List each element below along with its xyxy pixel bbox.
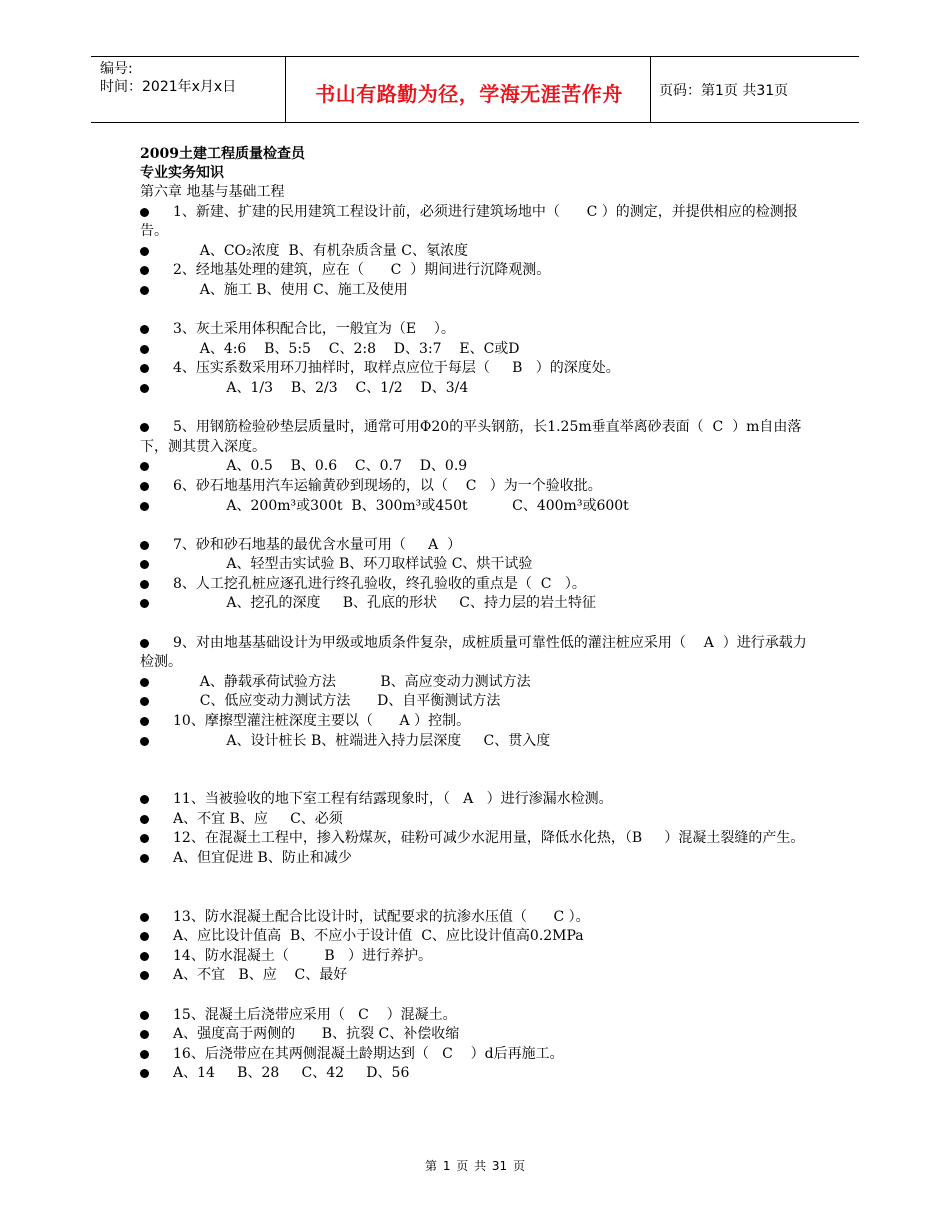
bullet-icon <box>140 580 149 589</box>
header-top-rule <box>91 56 859 57</box>
list-item-text: A、轻型击实试验 B、环刀取样试验 C、烘干试验 <box>173 556 533 573</box>
list-item <box>140 575 812 595</box>
blank-line <box>140 301 812 321</box>
blank-line <box>140 751 812 790</box>
list-item-text: 4、压实系数采用环刀抽样时，取样点应位于每层（ B ）的深度处。 <box>173 360 620 377</box>
list-item <box>140 908 812 928</box>
list-item <box>140 242 812 262</box>
list-item-text: 10、摩擦型灌注桩深度主要以（ A ）控制。 <box>173 713 471 730</box>
document-time: 时间：2021年x月x日 <box>100 79 237 95</box>
blank-line <box>140 399 812 419</box>
list-item <box>140 1006 812 1026</box>
bullet-icon <box>140 384 149 393</box>
list-item-text: 14、防水混凝土（ B ）进行养护。 <box>173 947 433 964</box>
list-item-text: A、14 B、28 C、42 D、56 <box>173 1065 410 1082</box>
bullet-icon <box>140 247 149 256</box>
list-item-text: A、0.5 B、0.6 C、0.7 D、0.9 <box>173 458 468 475</box>
bullet-icon <box>140 286 149 295</box>
list-item-text: 6、砂石地基用汽车运输黄砂到现场的，以（ C ）为一个验收批。 <box>173 477 602 494</box>
list-item-text: 5、用钢筋检验砂垫层质量时，通常可用Φ20的平头钢筋，长1.25m垂直举离砂表面（ C ）m自由落下，测其贯入深度。 <box>140 419 802 455</box>
list-item <box>140 790 812 810</box>
list-item <box>140 947 812 967</box>
list-item-text: A、施工 B、使用 C、施工及使用 <box>173 281 408 298</box>
blank-line <box>140 869 812 908</box>
chapter-heading: 第六章 地基与基础工程 <box>140 184 285 200</box>
list-item <box>140 927 812 947</box>
list-item-text: 11、当被验收的地下室工程有结露现象时，（ A ）进行渗漏水检测。 <box>173 791 613 808</box>
list-item-text: C、低应变动力测试方法 D、自平衡测试方法 <box>173 693 501 710</box>
bullet-icon <box>140 208 149 217</box>
list-item-text: A、不宜 B、应 C、必须 <box>173 810 343 827</box>
list-item <box>140 692 812 712</box>
document-number-label: 编号: <box>100 61 133 77</box>
list-item <box>140 712 812 732</box>
list-item <box>140 810 812 830</box>
bullet-icon <box>140 502 149 511</box>
list-item <box>140 849 812 869</box>
bullet-icon <box>140 639 149 648</box>
list-item <box>140 1064 812 1084</box>
list-item <box>140 1045 812 1065</box>
list-item <box>140 418 812 457</box>
list-item <box>140 536 812 556</box>
list-item-text: A、静载承荷试验方法 B、高应变动力测试方法 <box>173 673 531 690</box>
list-item <box>140 320 812 340</box>
header-meta <box>100 60 236 96</box>
list-item <box>140 497 812 517</box>
list-item <box>140 594 812 614</box>
bullet-icon <box>140 717 149 726</box>
blank-line <box>140 516 812 536</box>
list-item <box>140 477 812 497</box>
header-page-info: 页码：第1页 共31页 <box>659 83 789 99</box>
list-item-text: 8、人工挖孔桩应逐孔进行终孔验收，终孔验收的重点是（ C ）。 <box>173 575 586 592</box>
list-item-text: 16、后浇带应在其两侧混凝土龄期达到（ C ）d后再施工。 <box>173 1045 564 1062</box>
list-item-text: A、挖孔的深度 B、孔底的形状 C、持力层的岩土特征 <box>173 595 597 612</box>
list-item-text: A、强度高于两侧的 B、抗裂 C、补偿收缩 <box>173 1026 460 1043</box>
list-item-text: A、设计桩长 B、桩端进入持力层深度 C、贯入度 <box>173 732 551 749</box>
bullet-icon <box>140 541 149 550</box>
bullet-icon <box>140 1050 149 1059</box>
document-body <box>140 145 812 1084</box>
bullet-icon <box>140 678 149 687</box>
bullet-icon <box>140 815 149 824</box>
list-item-text: A、应比设计值高 B、不应小于设计值 C、应比设计值高0.2MPa <box>173 928 584 945</box>
list-item-text: A、1/3 B、2/3 C、1/2 D、3/4 <box>173 379 469 396</box>
list-item <box>140 634 812 673</box>
document-title: 2009土建工程质量检查员 <box>140 146 305 162</box>
list-item <box>140 340 812 360</box>
list-item <box>140 281 812 301</box>
list-item <box>140 732 812 752</box>
bullet-icon <box>140 482 149 491</box>
list-item <box>140 379 812 399</box>
list-item <box>140 673 812 693</box>
header-motto: 书山有路勤为径，学海无涯苦作舟 <box>315 82 623 106</box>
list-item-text: A、但宜促进 B、防止和减少 <box>173 850 352 866</box>
page-footer: 第 1 页 共 31 页 <box>425 1159 525 1173</box>
list-item-text: 1、新建、扩建的民用建筑工程设计前，必须进行建筑场地中（ C ）的测定，并提供相应的检测报告。 <box>140 203 798 240</box>
list-item-text: A、200m³或300t B、300m³或450t C、400m³或600t <box>173 497 629 514</box>
blank-line <box>140 986 812 1006</box>
list-item <box>140 555 812 575</box>
list-item <box>140 359 812 379</box>
list-item <box>140 966 812 986</box>
list-item-text: 7、砂和砂石地基的最优含水量可用（ A ） <box>173 536 462 553</box>
list-item-text: A、不宜 B、应 C、最好 <box>173 967 348 984</box>
list-item-text: A、4:6 B、5:5 C、2:8 D、3:7 E、C或D <box>173 340 520 357</box>
list-item <box>140 1025 812 1045</box>
bullet-icon <box>140 1011 149 1020</box>
list-item-text: 9、对由地基基础设计为甲级或地质条件复杂，成桩质量可靠性低的灌注桩应采用（ A ）进行承载力检测。 <box>140 634 807 671</box>
list-item-text: A、CO₂浓度 B、有机杂质含量 C、氡浓度 <box>173 242 468 259</box>
bullet-icon <box>140 737 149 746</box>
document-subtitle: 专业实务知识 <box>140 165 224 181</box>
bullet-icon <box>140 952 149 961</box>
list-item-text: 13、防水混凝土配合比设计时，试配要求的抗渗水压值（ C ）。 <box>173 908 590 925</box>
list-item-text: 3、灰土采用体积配合比，一般宜为（E ）。 <box>173 321 455 338</box>
header-divider-2 <box>650 56 651 122</box>
blank-line <box>140 614 812 634</box>
list-item-text: 15、混凝土后浇带应采用（ C ）混凝土。 <box>173 1006 457 1023</box>
list-item-text: 12、在混凝土工程中，掺入粉煤灰，硅粉可减少水泥用量，降低水化热，（B ）混凝土裂缝的产生。 <box>173 830 805 847</box>
header-bottom-rule <box>91 122 859 123</box>
header-divider-1 <box>285 56 286 122</box>
list-item <box>140 203 812 242</box>
list-item <box>140 829 812 849</box>
list-item <box>140 457 812 477</box>
bullet-icon <box>140 345 149 354</box>
bullet-icon <box>140 913 149 922</box>
list-item <box>140 261 812 281</box>
list-item-text: 2、经地基处理的建筑，应在（ C ）期间进行沉降观测。 <box>173 262 551 279</box>
bullet-icon <box>140 854 149 863</box>
question-list <box>140 203 812 1084</box>
